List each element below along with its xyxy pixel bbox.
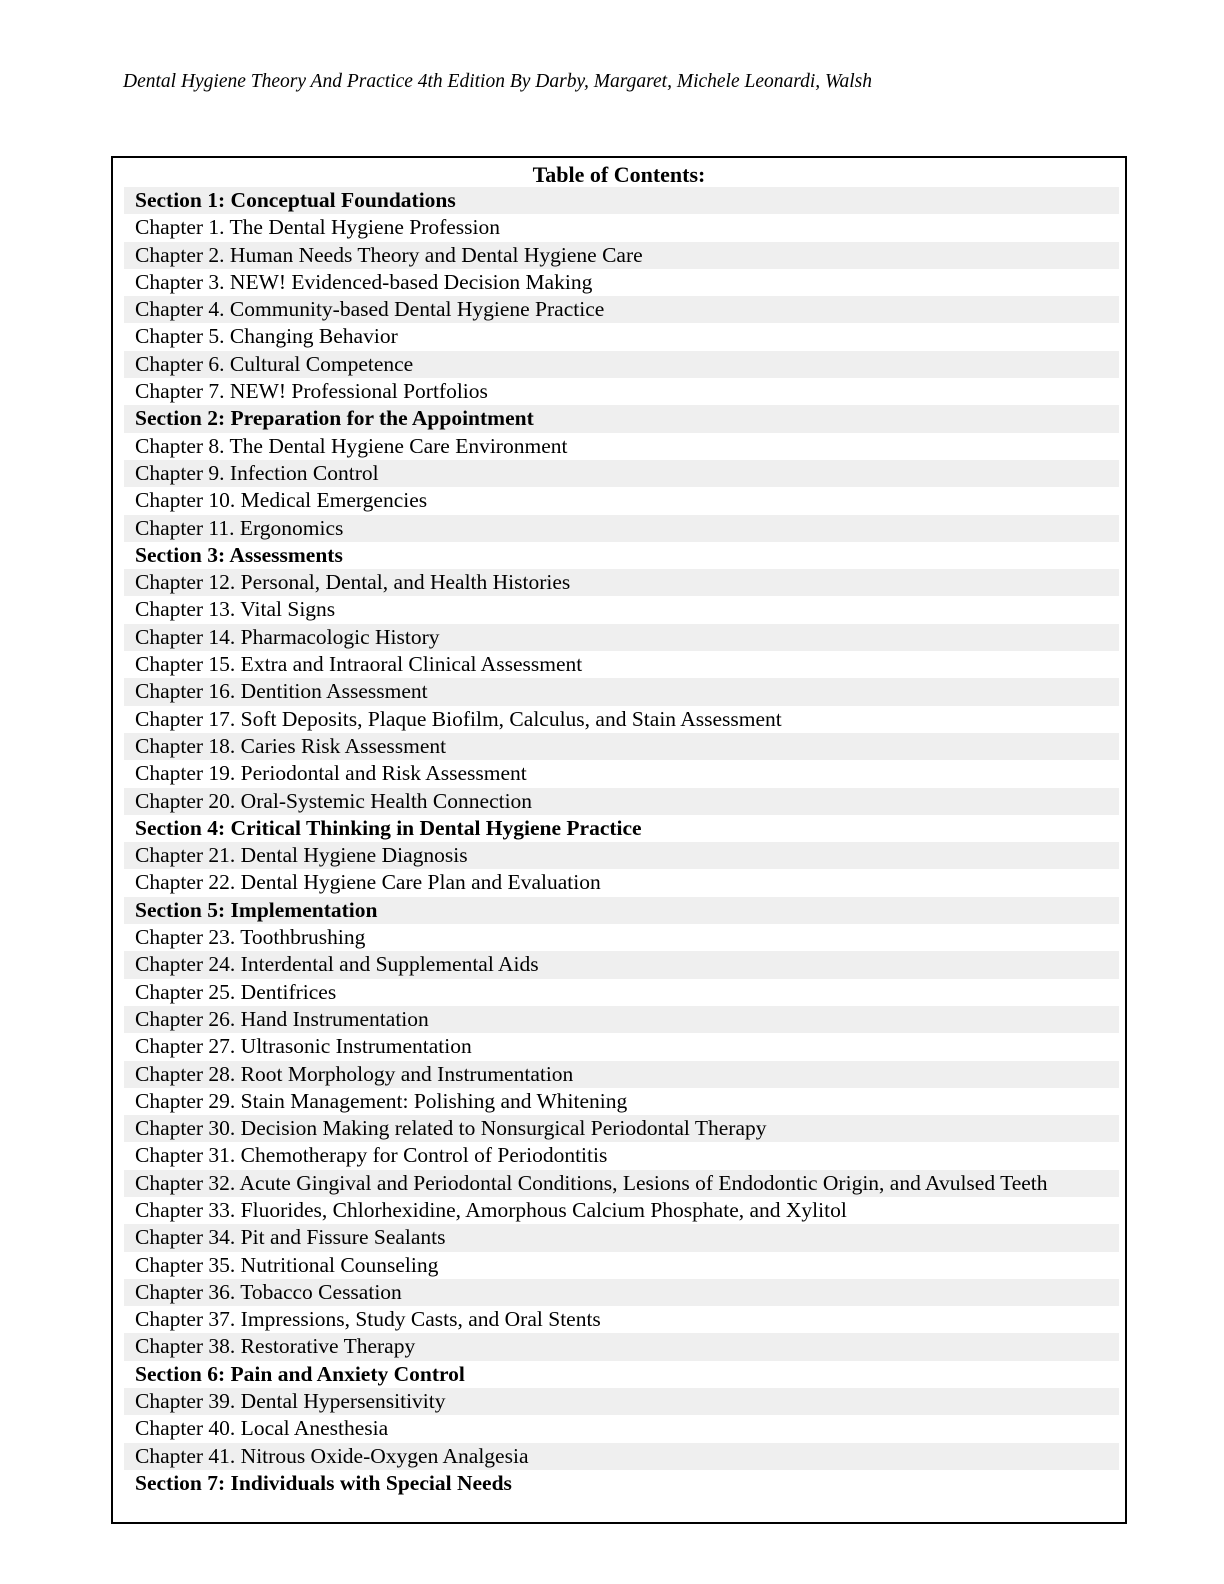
toc-chapter-entry: Chapter 4. Community-based Dental Hygiene Practice — [124, 296, 1119, 323]
toc-chapter-entry: Chapter 7. NEW! Professional Portfolios — [135, 379, 488, 404]
toc-chapter-entry: Chapter 34. Pit and Fissure Sealants — [124, 1224, 1119, 1251]
toc-chapter-entry: Chapter 33. Fluorides, Chlorhexidine, Amorphous Calcium Phosphate, and Xylitol — [135, 1197, 847, 1222]
toc-chapter-entry: Chapter 23. Toothbrushing — [135, 925, 366, 950]
toc-chapter-entry: Chapter 22. Dental Hygiene Care Plan and Evaluation — [135, 870, 601, 895]
toc-chapter-entry: Chapter 27. Ultrasonic Instrumentation — [135, 1034, 472, 1059]
toc-chapter-entry: Chapter 13. Vital Signs — [135, 597, 336, 622]
toc-chapter-entry: Chapter 8. The Dental Hygiene Care Environment — [135, 433, 568, 458]
toc-chapter-entry: Chapter 14. Pharmacologic History — [124, 624, 1119, 651]
toc-chapter-entry: Chapter 26. Hand Instrumentation — [124, 1006, 1119, 1033]
toc-list — [124, 187, 1119, 1497]
toc-chapter-entry: Chapter 40. Local Anesthesia — [135, 1416, 389, 1441]
toc-chapter-entry: Chapter 19. Periodontal and Risk Assessment — [135, 761, 527, 786]
table-of-contents — [111, 156, 1127, 1524]
toc-chapter-entry: Chapter 6. Cultural Competence — [124, 351, 1119, 378]
toc-section-heading: Section 3: Assessments — [135, 542, 343, 567]
toc-chapter-entry: Chapter 30. Decision Making related to Nonsurgical Periodontal Therapy — [124, 1115, 1119, 1142]
toc-section-heading: Section 7: Individuals with Special Needs — [135, 1470, 512, 1495]
toc-title: Table of Contents: — [532, 162, 706, 187]
toc-chapter-entry: Chapter 29. Stain Management: Polishing and Whitening — [135, 1088, 628, 1113]
toc-chapter-entry: Chapter 18. Caries Risk Assessment — [124, 733, 1119, 760]
toc-chapter-entry: Chapter 21. Dental Hygiene Diagnosis — [124, 842, 1119, 869]
toc-chapter-entry: Chapter 20. Oral-Systemic Health Connection — [124, 788, 1119, 815]
toc-chapter-entry: Chapter 9. Infection Control — [124, 460, 1119, 487]
toc-chapter-entry: Chapter 31. Chemotherapy for Control of Periodontitis — [135, 1143, 608, 1168]
toc-chapter-entry: Chapter 12. Personal, Dental, and Health Histories — [124, 569, 1119, 596]
toc-chapter-entry: Chapter 10. Medical Emergencies — [135, 488, 428, 513]
toc-section-heading: Section 2: Preparation for the Appointment — [124, 405, 1119, 432]
toc-chapter-entry: Chapter 39. Dental Hypersensitivity — [124, 1388, 1119, 1415]
document-header: Dental Hygiene Theory And Practice 4th Edition By Darby, Margaret, Michele Leonardi, Walsh — [123, 71, 872, 92]
toc-chapter-entry: Chapter 38. Restorative Therapy — [124, 1333, 1119, 1360]
toc-chapter-entry: Chapter 15. Extra and Intraoral Clinical Assessment — [135, 652, 583, 677]
toc-section-heading: Section 4: Critical Thinking in Dental Hygiene Practice — [135, 815, 642, 840]
toc-chapter-entry: Chapter 35. Nutritional Counseling — [135, 1252, 439, 1277]
toc-section-heading: Section 6: Pain and Anxiety Control — [135, 1361, 465, 1386]
toc-chapter-entry: Chapter 24. Interdental and Supplemental Aids — [124, 951, 1119, 978]
toc-chapter-entry: Chapter 11. Ergonomics — [124, 515, 1119, 542]
toc-chapter-entry: Chapter 2. Human Needs Theory and Dental Hygiene Care — [124, 242, 1119, 269]
toc-chapter-entry: Chapter 28. Root Morphology and Instrumentation — [124, 1061, 1119, 1088]
toc-section-heading: Section 1: Conceptual Foundations — [124, 187, 1119, 214]
toc-section-heading: Section 5: Implementation — [124, 897, 1119, 924]
toc-chapter-entry: Chapter 1. The Dental Hygiene Profession — [135, 215, 501, 240]
toc-chapter-entry: Chapter 16. Dentition Assessment — [124, 678, 1119, 705]
toc-chapter-entry: Chapter 32. Acute Gingival and Periodontal Conditions, Lesions of Endodontic Origin, and Avulsed Teeth — [124, 1170, 1119, 1197]
toc-chapter-entry: Chapter 37. Impressions, Study Casts, and Oral Stents — [135, 1307, 601, 1332]
toc-chapter-entry: Chapter 41. Nitrous Oxide-Oxygen Analgesia — [124, 1443, 1119, 1470]
toc-chapter-entry: Chapter 25. Dentifrices — [135, 979, 337, 1004]
toc-chapter-entry: Chapter 36. Tobacco Cessation — [124, 1279, 1119, 1306]
toc-chapter-entry: Chapter 3. NEW! Evidenced-based Decision Making — [135, 269, 593, 294]
toc-chapter-entry: Chapter 17. Soft Deposits, Plaque Biofilm, Calculus, and Stain Assessment — [135, 706, 782, 731]
toc-chapter-entry: Chapter 5. Changing Behavior — [135, 324, 398, 349]
